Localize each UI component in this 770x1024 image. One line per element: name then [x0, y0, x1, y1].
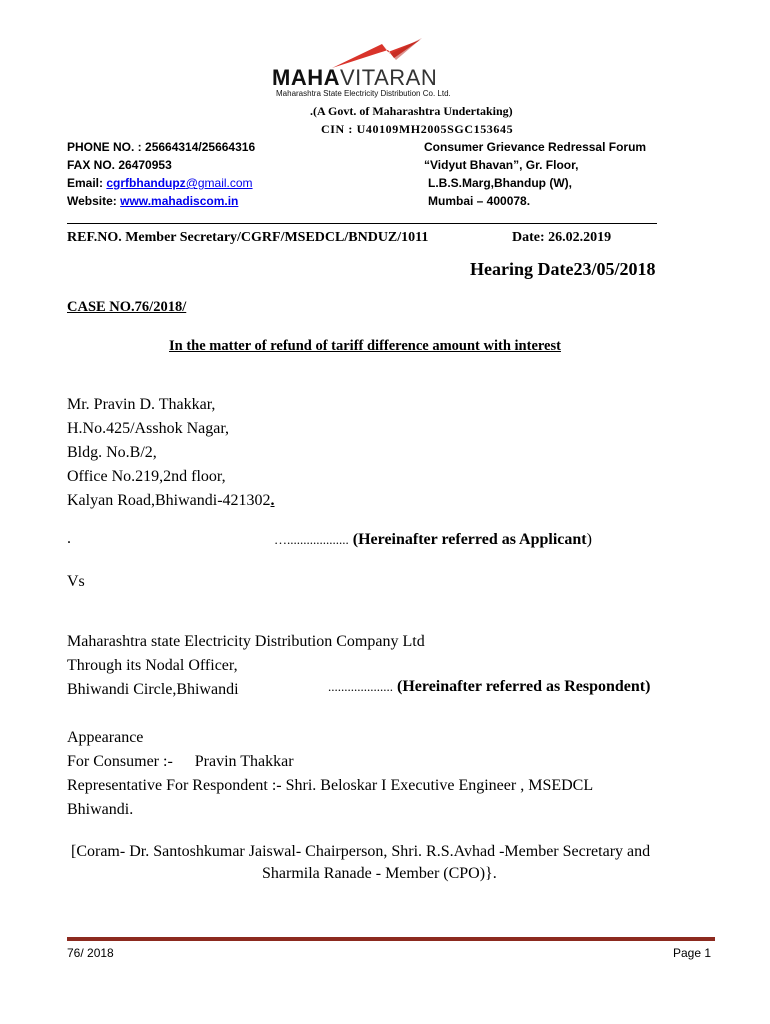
coram-line-1: [Coram- Dr. Santoshkumar Jaiswal- Chairperson, Shri. R.S.Avhad -Member Secretary and: [71, 843, 651, 860]
logo-rest-text: VITARAN: [340, 65, 438, 90]
logo-main-text: MAHA: [272, 65, 340, 90]
versus: Vs: [67, 573, 85, 590]
respondent-officer: Through its Nodal Officer,: [67, 657, 238, 674]
email-link[interactable]: cgrfbhandupz@gmail.com: [106, 176, 253, 190]
phone-line: PHONE NO. : 25664314/25664316: [67, 140, 256, 154]
forum-address-block: [424, 138, 647, 210]
respondent-circle: Bhiwandi Circle,Bhiwandi: [67, 681, 239, 698]
fax-line: FAX NO. 26470953: [67, 158, 172, 172]
company-logo: [270, 38, 515, 100]
applicant-house: H.No.425/Asshok Nagar,: [67, 420, 230, 437]
footer-page-number: Page 1: [673, 946, 712, 960]
fax-number: 26470953: [118, 158, 172, 172]
forum-name: Consumer Grievance Redressal Forum: [424, 140, 647, 154]
consumer-name: Pravin Thakkar: [194, 753, 294, 770]
website-line: Website: www.mahadiscom.in: [67, 194, 239, 208]
email-line: Email: cgrfbhandupz@gmail.com: [67, 176, 253, 190]
respondent-representative: Representative For Respondent :- Shri. Beloskar I Executive Engineer , MSEDCL: [67, 777, 594, 794]
respondent-company: Maharashtra state Electricity Distribution Company Ltd: [67, 633, 425, 650]
applicant-dot: .: [67, 530, 71, 547]
cin-line: CIN : U40109MH2005SGC153645: [321, 122, 514, 136]
letter-date: Date: 26.02.2019: [512, 230, 612, 245]
applicant-office: Office No.219,2nd floor,: [67, 468, 226, 485]
logo-subtitle: Maharashtra State Electricity Distribution Co. Ltd.: [276, 89, 451, 98]
address-line-3: Mumbai – 400078.: [428, 194, 531, 208]
respondent-referred: .................... (Hereinafter referred as Respondent): [328, 678, 651, 695]
address-line-2: L.B.S.Marg,Bhandup (W),: [428, 176, 572, 190]
reference-number: REF.NO. Member Secretary/CGRF/MSEDCL/BNDUZ/1011: [67, 230, 429, 245]
respondent-representative-location: Bhiwandi.: [67, 801, 134, 818]
appearance-section: [67, 726, 593, 822]
website-link[interactable]: www.mahadiscom.in: [120, 194, 239, 208]
matter-subject: In the matter of refund of tariff difference amount with interest: [169, 338, 561, 354]
applicant-referred: …................... (Hereinafter referred as Applicant): [274, 531, 592, 548]
coram-line-2: Sharmila Ranade - Member (CPO)}.: [262, 865, 497, 882]
consumer-appearance: For Consumer :- Pravin Thakkar: [67, 753, 294, 770]
applicant-building: Bldg. No.B/2,: [67, 444, 157, 461]
header-divider: [67, 223, 657, 224]
applicant-road: Kalyan Road,Bhiwandi-421302.: [67, 492, 275, 509]
footer-divider: [67, 937, 715, 941]
address-line-1: “Vidyut Bhavan”, Gr. Floor,: [424, 158, 579, 172]
phone-number: 25664314/25664316: [145, 140, 256, 154]
hearing-date: Hearing Date23/05/2018: [470, 259, 656, 279]
footer-case-ref: 76/ 2018: [67, 946, 114, 960]
applicant-name: Mr. Pravin D. Thakkar,: [67, 396, 216, 413]
govt-undertaking-line: .(A Govt. of Maharashtra Undertaking): [310, 104, 513, 118]
case-number: CASE NO.76/2018/: [67, 299, 187, 315]
appearance-title: Appearance: [67, 729, 144, 746]
contact-block: [67, 138, 255, 210]
applicant-address: [67, 393, 275, 513]
